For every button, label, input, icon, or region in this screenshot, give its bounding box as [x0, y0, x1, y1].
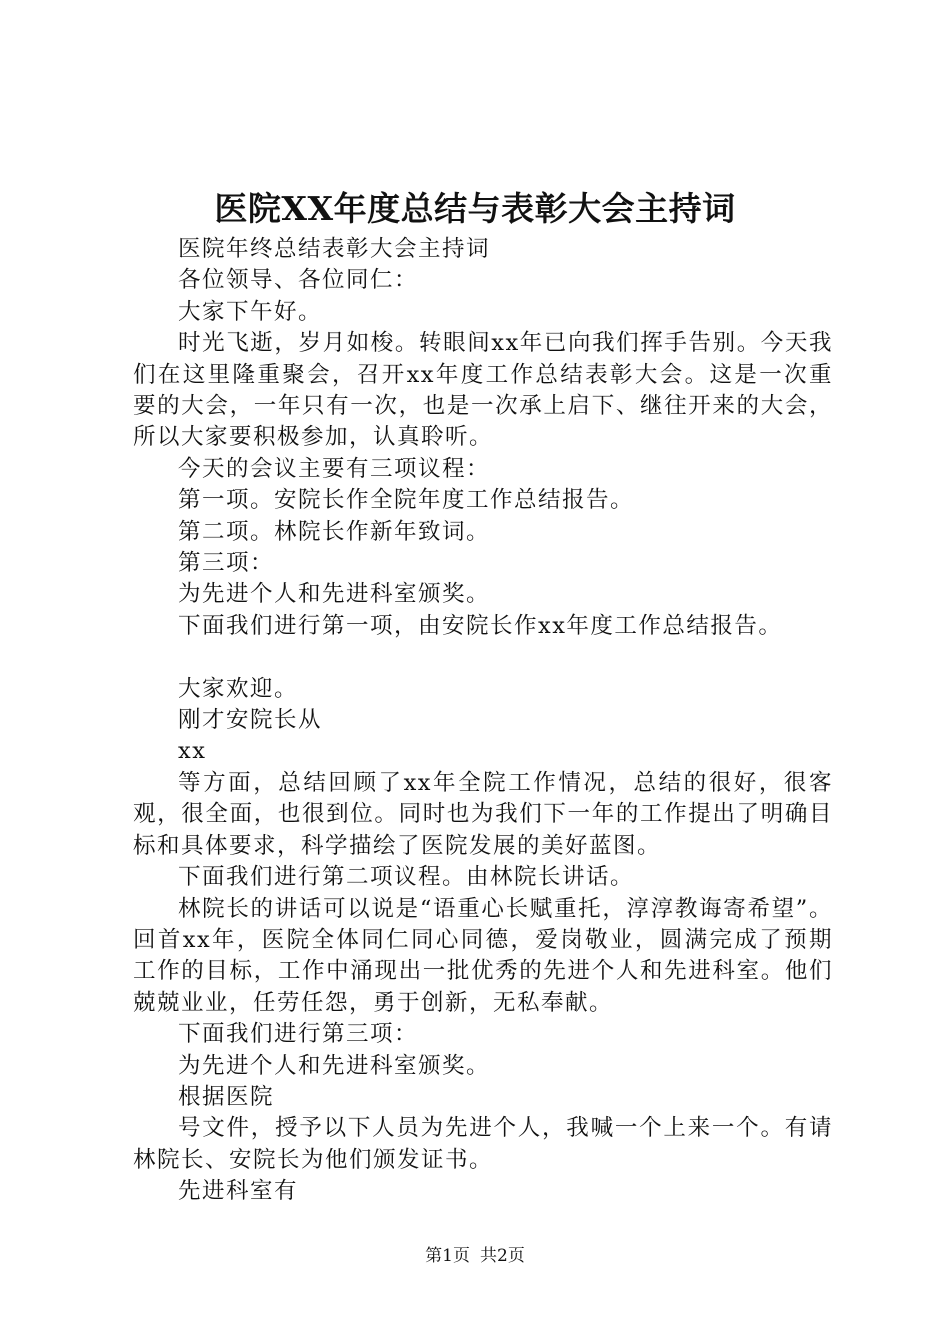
page-number-current: 第1页	[425, 1246, 470, 1266]
paragraph-summary-lead: 刚才安院长从	[178, 707, 323, 734]
paragraph-opening: 时光飞逝，岁月如梭。转眼间xx年已向我们挥手告别。今天我们在这里隆重聚会，召开xx年度工作总结表彰大会。这是一次重要的大会，一年只有一次，也是一次承上启下、继往开来的大会，所以大家要积极参加，认真聆听。	[133, 330, 833, 451]
paragraph-heading: 医院年终总结表彰大会主持词	[178, 236, 491, 262]
paragraph-document-basis: 根据医院	[178, 1083, 275, 1110]
document-title: 医院XX年度总结与表彰大会主持词	[214, 189, 736, 228]
paragraph-welcome: 大家欢迎。	[178, 675, 299, 702]
paragraph-placeholder-xx: xx	[178, 738, 207, 765]
paragraph-agenda-item-2: 第二项。林院长作新年致词。	[178, 518, 491, 545]
paragraph-summary-review: 等方面，总结回顾了xx年全院工作情况，总结的很好，很客观，很全面，也很到位。同时也为我们下一年的工作提出了明确目标和具体要求，科学描绘了医院发展的美好蓝图。	[133, 769, 833, 859]
paragraph-award-individuals: 号文件，授予以下人员为先进个人，我喊一个上来一个。有请林院长、安院长为他们颁发证书。	[133, 1115, 833, 1173]
paragraph-award-departments: 先进科室有	[178, 1178, 299, 1205]
page-number-total: 共2页	[480, 1246, 525, 1266]
paragraph-agenda-item-3-detail: 为先进个人和先进科室颁奖。	[178, 581, 491, 608]
paragraph-speech-review: 林院长的讲话可以说是“语重心长赋重托，淳淳教诲寄希望”。回首xx年，医院全体同仁同心同德，爱岗敬业，圆满完成了预期工作的目标，工作中涌现出一批优秀的先进个人和先进科室。他们兢兢业业，任劳任怨，勇于创新，无私奉献。	[133, 895, 833, 1016]
paragraph-greeting: 大家下午好。	[178, 298, 323, 325]
document-body	[133, 234, 833, 1208]
paragraph-agenda-intro: 今天的会议主要有三项议程：	[178, 455, 491, 482]
paragraph-first-item-intro: 下面我们进行第一项，由安院长作xx年度工作总结报告。	[178, 612, 783, 639]
paragraph-agenda-item-3: 第三项：	[178, 550, 275, 577]
page-footer	[0, 1244, 950, 1268]
paragraph-salutation: 各位领导、各位同仁：	[178, 267, 419, 294]
paragraph-agenda-item-1: 第一项。安院长作全院年度工作总结报告。	[178, 487, 635, 514]
paragraph-third-item-intro: 下面我们进行第三项：	[178, 1021, 419, 1048]
paragraph-second-item-intro: 下面我们进行第二项议程。由林院长讲话。	[178, 864, 635, 891]
paragraph-award-detail: 为先进个人和先进科室颁奖。	[178, 1052, 491, 1079]
